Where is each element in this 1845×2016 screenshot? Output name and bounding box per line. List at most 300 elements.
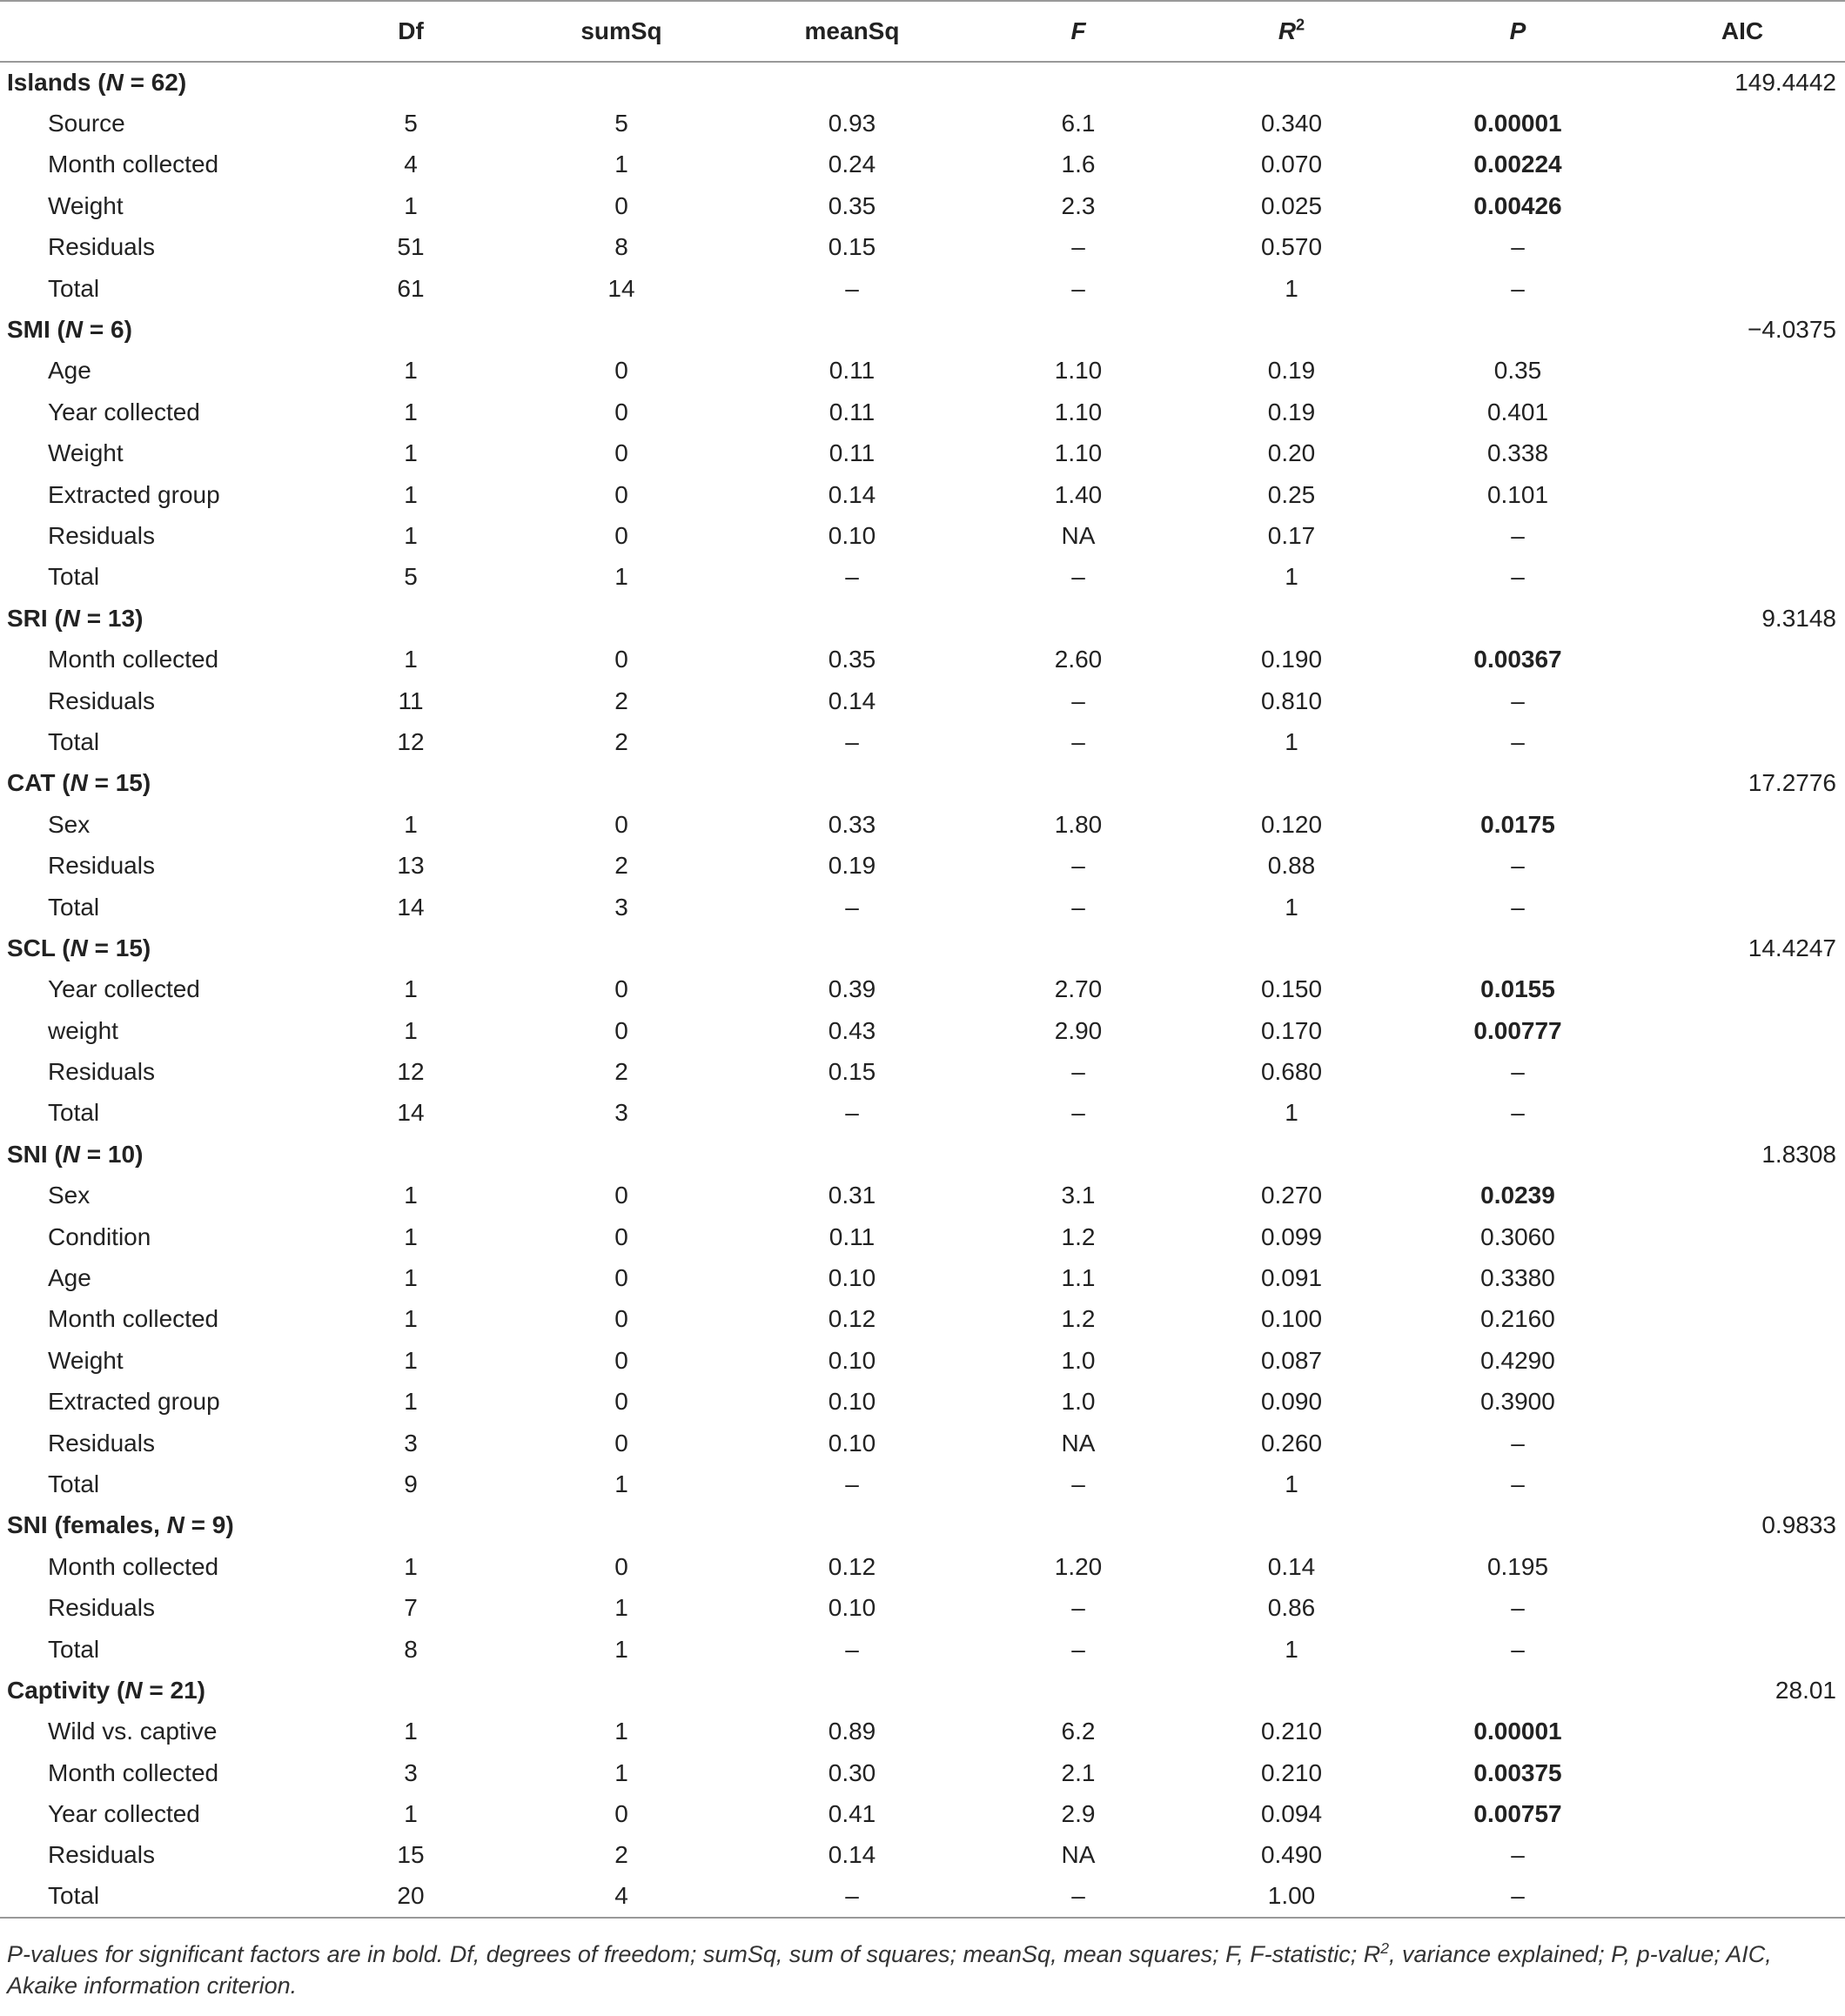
table-row bbox=[0, 474, 1845, 515]
group-row bbox=[0, 1670, 1845, 1711]
empty-cell bbox=[969, 763, 1187, 804]
empty-cell bbox=[1396, 1505, 1640, 1546]
f-cell: 1.6 bbox=[1061, 151, 1096, 178]
p-cell: 0.338 bbox=[1486, 439, 1549, 467]
group-label-suffix: = 15) bbox=[87, 769, 151, 797]
sumsq-cell: 0 bbox=[614, 646, 628, 673]
aic-value: 17.2776 bbox=[1748, 769, 1836, 797]
meansq-cell: 0.31 bbox=[828, 1182, 876, 1209]
group-label bbox=[0, 1134, 313, 1175]
table-row bbox=[0, 515, 1845, 556]
meansq-cell: – bbox=[845, 727, 859, 755]
empty-cell bbox=[735, 763, 969, 804]
f-cell: NA bbox=[1061, 1841, 1096, 1869]
r2-cell: 0.86 bbox=[1267, 1594, 1316, 1622]
table-header bbox=[0, 1, 1845, 62]
r2-cell: 0.270 bbox=[1260, 1182, 1323, 1209]
row-label: Total bbox=[48, 893, 100, 921]
r2-cell: 0.087 bbox=[1260, 1346, 1323, 1374]
f-cell: 2.60 bbox=[1054, 646, 1103, 673]
group-label-suffix: = 15) bbox=[87, 934, 151, 961]
table-row bbox=[0, 639, 1845, 680]
empty-cell bbox=[1396, 763, 1640, 804]
empty-cell bbox=[1640, 1752, 1845, 1793]
empty-cell bbox=[313, 598, 508, 639]
df-cell: 1 bbox=[404, 1264, 418, 1292]
df-cell: 1 bbox=[404, 439, 418, 467]
df-cell: 4 bbox=[404, 151, 418, 178]
row-label: Month collected bbox=[48, 646, 219, 673]
r2-cell: 0.091 bbox=[1260, 1264, 1323, 1292]
group-label-n: N bbox=[124, 1676, 143, 1704]
r2-cell: 0.120 bbox=[1260, 810, 1323, 838]
df-cell: 1 bbox=[404, 398, 418, 425]
empty-cell bbox=[508, 763, 735, 804]
empty-cell bbox=[1640, 1340, 1845, 1381]
p-cell: – bbox=[1511, 1594, 1525, 1622]
p-cell: 0.2160 bbox=[1480, 1305, 1555, 1333]
meansq-cell: 0.10 bbox=[828, 1429, 876, 1457]
empty-cell bbox=[313, 1505, 508, 1546]
aic-value: 149.4442 bbox=[1734, 69, 1836, 97]
table-row bbox=[0, 1299, 1845, 1340]
empty-cell bbox=[313, 62, 508, 103]
empty-cell bbox=[1640, 1629, 1845, 1670]
p-cell: 0.4290 bbox=[1480, 1346, 1555, 1374]
r2-cell: 1 bbox=[1285, 1635, 1298, 1663]
group-label-prefix: Islands ( bbox=[7, 69, 106, 97]
empty-cell bbox=[1187, 1134, 1396, 1175]
row-label: Year collected bbox=[48, 975, 200, 1003]
empty-cell bbox=[313, 1670, 508, 1711]
r2-cell: 0.070 bbox=[1260, 151, 1323, 178]
group-row bbox=[0, 1505, 1845, 1546]
empty-cell bbox=[735, 598, 969, 639]
sumsq-cell: 4 bbox=[614, 1882, 628, 1910]
empty-cell bbox=[1640, 1876, 1845, 1917]
header-r2 bbox=[1187, 1, 1396, 62]
p-cell: – bbox=[1511, 727, 1525, 755]
f-cell: 2.9 bbox=[1061, 1800, 1096, 1828]
empty-cell bbox=[1396, 1670, 1640, 1711]
df-cell: 1 bbox=[404, 1016, 418, 1044]
row-label: Month collected bbox=[48, 1758, 219, 1786]
empty-cell bbox=[1640, 1093, 1845, 1134]
p-cell: 0.35 bbox=[1493, 357, 1542, 385]
group-label-suffix: = 6) bbox=[83, 316, 132, 344]
table-row bbox=[0, 227, 1845, 268]
f-cell: NA bbox=[1061, 1429, 1096, 1457]
f-cell: – bbox=[1071, 233, 1085, 261]
row-label: Residuals bbox=[48, 521, 155, 549]
empty-cell bbox=[735, 62, 969, 103]
df-cell: 7 bbox=[404, 1594, 418, 1622]
df-cell: 1 bbox=[404, 480, 418, 508]
r2-cell: 0.25 bbox=[1267, 480, 1316, 508]
empty-cell bbox=[1640, 557, 1845, 598]
sumsq-cell: 0 bbox=[614, 975, 628, 1003]
group-row bbox=[0, 598, 1845, 639]
empty-cell bbox=[969, 309, 1187, 350]
group-row bbox=[0, 928, 1845, 968]
sumsq-cell: 1 bbox=[614, 1635, 628, 1663]
f-cell: – bbox=[1071, 563, 1085, 591]
f-cell: – bbox=[1071, 1594, 1085, 1622]
df-cell: 3 bbox=[404, 1758, 418, 1786]
f-cell: – bbox=[1071, 274, 1085, 302]
empty-cell bbox=[1640, 969, 1845, 1010]
sumsq-cell: 1 bbox=[614, 1758, 628, 1786]
f-cell: 2.70 bbox=[1054, 975, 1103, 1003]
r2-cell: 0.570 bbox=[1260, 233, 1323, 261]
empty-cell bbox=[1396, 598, 1640, 639]
sumsq-cell: 1 bbox=[614, 563, 628, 591]
p-cell: 0.0175 bbox=[1480, 810, 1555, 838]
table-row bbox=[0, 1752, 1845, 1793]
sumsq-cell: 1 bbox=[614, 1718, 628, 1745]
table-body bbox=[0, 62, 1845, 1918]
meansq-cell: 0.30 bbox=[828, 1758, 876, 1786]
f-cell: 1.80 bbox=[1054, 810, 1103, 838]
f-cell: 1.40 bbox=[1054, 480, 1103, 508]
f-cell: 6.1 bbox=[1061, 110, 1096, 137]
df-cell: 1 bbox=[404, 357, 418, 385]
table-row bbox=[0, 804, 1845, 845]
empty-cell bbox=[969, 598, 1187, 639]
p-cell: – bbox=[1511, 1058, 1525, 1086]
p-cell: – bbox=[1511, 687, 1525, 714]
f-cell: – bbox=[1071, 687, 1085, 714]
df-cell: 1 bbox=[404, 1182, 418, 1209]
empty-cell bbox=[1640, 1711, 1845, 1752]
group-label-suffix: = 21) bbox=[142, 1676, 205, 1704]
table-row bbox=[0, 557, 1845, 598]
df-cell: 1 bbox=[404, 1222, 418, 1250]
empty-cell bbox=[508, 1670, 735, 1711]
meansq-cell: 0.93 bbox=[828, 110, 876, 137]
row-label: Total bbox=[48, 1882, 100, 1910]
p-cell: 0.00375 bbox=[1473, 1758, 1562, 1786]
df-cell: 12 bbox=[397, 1058, 425, 1086]
header-sumsq: sumSq bbox=[580, 17, 662, 44]
sumsq-cell: 3 bbox=[614, 893, 628, 921]
empty-cell bbox=[508, 1134, 735, 1175]
empty-cell bbox=[1187, 763, 1396, 804]
sumsq-cell: 0 bbox=[614, 1264, 628, 1292]
sumsq-cell: 0 bbox=[614, 1552, 628, 1580]
group-row bbox=[0, 763, 1845, 804]
f-cell: 1.10 bbox=[1054, 398, 1103, 425]
sumsq-cell: 14 bbox=[607, 274, 635, 302]
df-cell: 1 bbox=[404, 521, 418, 549]
row-label: weight bbox=[48, 1016, 118, 1044]
sumsq-cell: 0 bbox=[614, 398, 628, 425]
row-label: Weight bbox=[48, 1346, 124, 1374]
df-cell: 1 bbox=[404, 1552, 418, 1580]
df-cell: 1 bbox=[404, 975, 418, 1003]
df-cell: 5 bbox=[404, 563, 418, 591]
row-label: Sex bbox=[48, 1182, 91, 1209]
f-cell: 1.1 bbox=[1061, 1264, 1096, 1292]
header-meansq: meanSq bbox=[804, 17, 900, 44]
header-label bbox=[0, 1, 313, 62]
sumsq-cell: 0 bbox=[614, 357, 628, 385]
table-row bbox=[0, 1876, 1845, 1917]
df-cell: 1 bbox=[404, 1305, 418, 1333]
empty-cell bbox=[1640, 1587, 1845, 1628]
f-cell: – bbox=[1071, 1635, 1085, 1663]
table-row bbox=[0, 1175, 1845, 1216]
empty-cell bbox=[1640, 1793, 1845, 1834]
meansq-cell: 0.10 bbox=[828, 521, 876, 549]
f-cell: – bbox=[1071, 1099, 1085, 1127]
empty-cell bbox=[969, 1505, 1187, 1546]
p-cell: 0.0155 bbox=[1480, 975, 1555, 1003]
f-cell: 2.1 bbox=[1061, 1758, 1096, 1786]
group-label-suffix: = 10) bbox=[80, 1140, 144, 1168]
p-cell: 0.3380 bbox=[1480, 1264, 1555, 1292]
table-row bbox=[0, 1587, 1845, 1628]
r2-cell: 0.099 bbox=[1260, 1222, 1323, 1250]
sumsq-cell: 0 bbox=[614, 521, 628, 549]
group-label-prefix: CAT ( bbox=[7, 769, 70, 797]
r2-cell: 0.88 bbox=[1267, 852, 1316, 880]
sumsq-cell: 2 bbox=[614, 1058, 628, 1086]
table-row bbox=[0, 144, 1845, 185]
meansq-cell: 0.11 bbox=[829, 439, 876, 467]
row-label: Extracted group bbox=[48, 480, 220, 508]
table-row bbox=[0, 268, 1845, 309]
empty-cell bbox=[1640, 351, 1845, 392]
p-cell: 0.3900 bbox=[1480, 1388, 1555, 1416]
meansq-cell: 0.35 bbox=[828, 646, 876, 673]
empty-cell bbox=[969, 62, 1187, 103]
empty-cell bbox=[1187, 598, 1396, 639]
table-row bbox=[0, 103, 1845, 144]
row-label: Total bbox=[48, 1099, 100, 1127]
table-row bbox=[0, 351, 1845, 392]
empty-cell bbox=[1187, 1505, 1396, 1546]
df-cell: 9 bbox=[404, 1470, 418, 1497]
header-aic: AIC bbox=[1721, 17, 1764, 44]
table-row bbox=[0, 392, 1845, 432]
table-row bbox=[0, 1835, 1845, 1876]
p-cell: – bbox=[1511, 1635, 1525, 1663]
p-cell: – bbox=[1511, 852, 1525, 880]
table-row bbox=[0, 1093, 1845, 1134]
group-label bbox=[0, 598, 313, 639]
sumsq-cell: 0 bbox=[614, 1016, 628, 1044]
f-cell: 2.3 bbox=[1061, 191, 1096, 219]
group-label bbox=[0, 1670, 313, 1711]
sumsq-cell: 2 bbox=[614, 687, 628, 714]
empty-cell bbox=[1640, 1010, 1845, 1051]
row-label: Extracted group bbox=[48, 1388, 220, 1416]
r2-cell: 0.170 bbox=[1260, 1016, 1323, 1044]
meansq-cell: 0.15 bbox=[828, 1058, 876, 1086]
row-label: Month collected bbox=[48, 151, 219, 178]
p-cell: – bbox=[1511, 1429, 1525, 1457]
p-cell: – bbox=[1511, 233, 1525, 261]
meansq-cell: 0.11 bbox=[829, 1222, 876, 1250]
df-cell: 13 bbox=[397, 852, 425, 880]
table-row bbox=[0, 969, 1845, 1010]
empty-cell bbox=[508, 62, 735, 103]
meansq-cell: – bbox=[845, 893, 859, 921]
df-cell: 12 bbox=[397, 727, 425, 755]
group-label-n: N bbox=[166, 1511, 184, 1539]
empty-cell bbox=[1187, 62, 1396, 103]
df-cell: 1 bbox=[404, 810, 418, 838]
group-label-n: N bbox=[62, 604, 81, 632]
empty-cell bbox=[1640, 1423, 1845, 1463]
row-label: Weight bbox=[48, 191, 124, 219]
empty-cell bbox=[1640, 680, 1845, 721]
empty-cell bbox=[1640, 1257, 1845, 1298]
empty-cell bbox=[1640, 227, 1845, 268]
df-cell: 14 bbox=[397, 1099, 425, 1127]
table-row bbox=[0, 1382, 1845, 1423]
empty-cell bbox=[1640, 1546, 1845, 1587]
group-row bbox=[0, 1134, 1845, 1175]
group-label bbox=[0, 928, 313, 968]
df-cell: 1 bbox=[404, 1718, 418, 1745]
aic-value: 0.9833 bbox=[1761, 1511, 1836, 1539]
meansq-cell: 0.24 bbox=[828, 151, 876, 178]
p-cell: 0.3060 bbox=[1480, 1222, 1555, 1250]
group-label-n: N bbox=[64, 316, 84, 344]
row-label: Residuals bbox=[48, 852, 155, 880]
p-cell: – bbox=[1511, 1470, 1525, 1497]
sumsq-cell: 3 bbox=[614, 1099, 628, 1127]
r2-cell: 1 bbox=[1285, 563, 1298, 591]
row-label: Residuals bbox=[48, 233, 155, 261]
meansq-cell: – bbox=[845, 1470, 859, 1497]
df-cell: 1 bbox=[404, 1346, 418, 1374]
empty-cell bbox=[313, 763, 508, 804]
r2-cell: 0.094 bbox=[1260, 1800, 1323, 1828]
aic-value: 14.4247 bbox=[1748, 934, 1836, 961]
f-cell: 3.1 bbox=[1061, 1182, 1096, 1209]
r2-cell: 0.19 bbox=[1267, 357, 1316, 385]
table-row bbox=[0, 1546, 1845, 1587]
sumsq-cell: 0 bbox=[614, 439, 628, 467]
header-row bbox=[0, 1, 1845, 62]
group-row bbox=[0, 62, 1845, 103]
sumsq-cell: 0 bbox=[614, 1305, 628, 1333]
empty-cell bbox=[1640, 721, 1845, 762]
table-row bbox=[0, 1257, 1845, 1298]
empty-cell bbox=[508, 309, 735, 350]
row-label: Total bbox=[48, 1470, 100, 1497]
p-cell: 0.195 bbox=[1486, 1552, 1549, 1580]
empty-cell bbox=[508, 928, 735, 968]
meansq-cell: – bbox=[845, 1099, 859, 1127]
meansq-cell: 0.35 bbox=[828, 191, 876, 219]
table-row bbox=[0, 1216, 1845, 1257]
sumsq-cell: 2 bbox=[614, 1841, 628, 1869]
empty-cell bbox=[735, 1505, 969, 1546]
sumsq-cell: 0 bbox=[614, 810, 628, 838]
empty-cell bbox=[508, 1505, 735, 1546]
meansq-cell: 0.12 bbox=[828, 1552, 876, 1580]
r2-cell: 0.20 bbox=[1267, 439, 1316, 467]
meansq-cell: 0.10 bbox=[828, 1594, 876, 1622]
p-cell: – bbox=[1511, 1882, 1525, 1910]
sumsq-cell: 0 bbox=[614, 1222, 628, 1250]
row-label: Month collected bbox=[48, 1552, 219, 1580]
row-label: Age bbox=[48, 1264, 91, 1292]
p-cell: – bbox=[1511, 893, 1525, 921]
empty-cell bbox=[1396, 309, 1640, 350]
meansq-cell: – bbox=[845, 1882, 859, 1910]
row-label: Residuals bbox=[48, 687, 155, 714]
f-cell: – bbox=[1071, 1058, 1085, 1086]
empty-cell bbox=[1640, 185, 1845, 226]
empty-cell bbox=[1187, 928, 1396, 968]
row-label: Wild vs. captive bbox=[48, 1718, 218, 1745]
r2-cell: 1 bbox=[1285, 274, 1298, 302]
empty-cell bbox=[1640, 433, 1845, 474]
p-cell: – bbox=[1511, 274, 1525, 302]
row-label: Total bbox=[48, 1635, 100, 1663]
table-footnote bbox=[7, 1939, 1835, 2001]
table-row bbox=[0, 1051, 1845, 1092]
sumsq-cell: 8 bbox=[614, 233, 628, 261]
header-p-text: P bbox=[1509, 17, 1526, 44]
empty-cell bbox=[1640, 1299, 1845, 1340]
meansq-cell: – bbox=[845, 563, 859, 591]
header-f-text: F bbox=[1070, 17, 1086, 44]
empty-cell bbox=[1640, 1216, 1845, 1257]
sumsq-cell: 0 bbox=[614, 1388, 628, 1416]
table-row bbox=[0, 721, 1845, 762]
df-cell: 15 bbox=[397, 1841, 425, 1869]
header-r2-text: R bbox=[1278, 17, 1297, 44]
empty-cell bbox=[1640, 1382, 1845, 1423]
empty-cell bbox=[1640, 639, 1845, 680]
sumsq-cell: 0 bbox=[614, 1182, 628, 1209]
meansq-cell: 0.14 bbox=[828, 687, 876, 714]
row-label: Sex bbox=[48, 810, 91, 838]
empty-cell bbox=[1187, 309, 1396, 350]
group-label-prefix: SRI ( bbox=[7, 604, 63, 632]
row-label: Residuals bbox=[48, 1058, 155, 1086]
p-cell: – bbox=[1511, 563, 1525, 591]
empty-cell bbox=[735, 1670, 969, 1711]
sumsq-cell: 2 bbox=[614, 727, 628, 755]
f-cell: 1.0 bbox=[1061, 1388, 1096, 1416]
empty-cell bbox=[1640, 474, 1845, 515]
group-label-n: N bbox=[70, 934, 88, 961]
table-row bbox=[0, 1340, 1845, 1381]
footnote-part2: , variance explained; P, p-value; AIC, Akaike information criterion. bbox=[7, 1941, 1772, 1999]
empty-cell bbox=[1640, 845, 1845, 886]
empty-cell bbox=[313, 928, 508, 968]
empty-cell bbox=[969, 1134, 1187, 1175]
table-row bbox=[0, 1423, 1845, 1463]
r2-cell: 1 bbox=[1285, 1470, 1298, 1497]
p-cell: 0.0239 bbox=[1480, 1182, 1555, 1209]
table-row bbox=[0, 845, 1845, 886]
sumsq-cell: 0 bbox=[614, 1800, 628, 1828]
group-label-n: N bbox=[70, 769, 88, 797]
meansq-cell: 0.41 bbox=[828, 1800, 876, 1828]
sumsq-cell: 0 bbox=[614, 1346, 628, 1374]
row-label: Age bbox=[48, 357, 91, 385]
f-cell: 1.2 bbox=[1061, 1222, 1096, 1250]
aic-value: 1.8308 bbox=[1761, 1140, 1836, 1168]
